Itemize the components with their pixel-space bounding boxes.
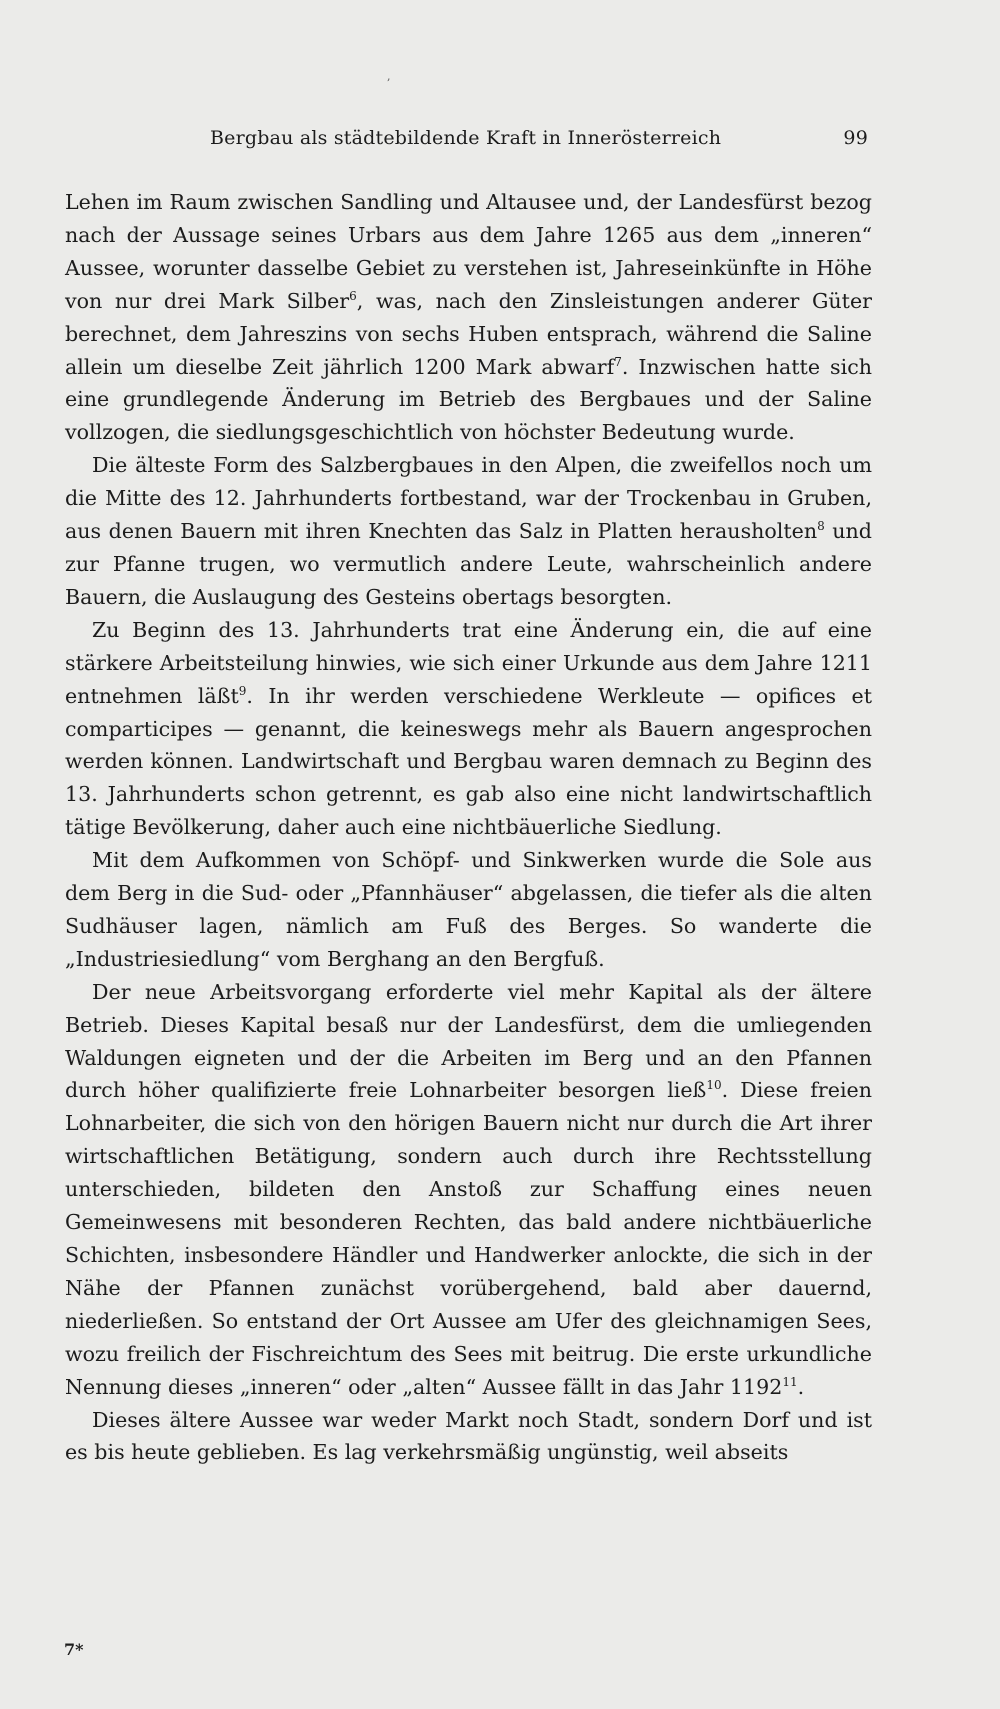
paragraph [65, 844, 872, 976]
text-run: Dieses ältere Aussee war weder Markt noch Stadt, sondern Dorf und ist es bis heute geblieben. Es lag verkehrsmäßig ungünstig, weil abseits [65, 1407, 872, 1465]
body-text [65, 186, 872, 1469]
footnote-reference: 11 [782, 1374, 798, 1389]
text-run: . In ihr werden verschiedene Werkleute — opifices et comparticipes — genannt, die keineswegs mehr als Bauern angesprochen werden können. Landwirtschaft und Bergbau waren demnach zu Beginn des 13. Jahrhunderts schon getrennt, es gab also eine nicht landwirtschaftlich tätige Bevölkerung, daher auch eine nichtbäuerliche Siedlung. [65, 683, 872, 840]
paragraph [65, 186, 872, 449]
text-run: Die älteste Form des Salzbergbaues in den Alpen, die zweifellos noch um die Mitte des 12. Jahrhunderts fortbestand, war der Trockenbau in Gruben, aus denen Bauern mit ihren Knechten das Salz in Platten herausholten [65, 453, 872, 544]
footnote-reference: 8 [817, 519, 825, 534]
signature-mark: 7* [64, 1640, 84, 1659]
text-run: Zu Beginn des 13. Jahrhunderts trat eine Änderung ein, die auf eine stärkere Arbeitsteilung hinwies, wie sich einer Urkunde aus dem Jahre 1211 entnehmen läßt [65, 617, 872, 708]
text-run: und zur Pfanne trugen, wo vermutlich andere Leute, wahrscheinlich andere Bauern, die Auslaugung des Gesteins obertags besorgten. [65, 519, 872, 609]
text-run: . [797, 1374, 805, 1399]
text-run: . Inzwischen hatte sich eine grundlegende Änderung im Betrieb des Bergbaues und der Saline vollzogen, die siedlungsgeschichtlich von höchster Bedeutung wurde. [65, 354, 872, 445]
text-run: Der neue Arbeitsvorgang erforderte viel mehr Kapital als der ältere Betrieb. Dieses Kapital besaß nur der Landesfürst, dem die umliegenden Waldungen eigneten und der die Arbeiten im Berg und an den Pfannen durch höher qualifizierte freie Lohnarbeiter besorgen ließ [65, 979, 872, 1103]
text-run: Mit dem Aufkommen von Schöpf- und Sinkwerken wurde die Sole aus dem Berg in die Sud- oder „Pfannhäuser“ abgelassen, die tiefer als die alten Sudhäuser lagen, nämlich am Fuß des Berges. So wanderte die „Industriesiedlung“ vom Berghang an den Bergfuß. [65, 848, 872, 971]
text-run: , was, nach den Zinsleistungen anderer Güter berechnet, dem Jahreszins von sechs Huben entsprach, während die Saline allein um dieselbe Zeit jährlich 1200 Mark abwarf [65, 288, 872, 379]
paragraph [65, 449, 872, 614]
page-number: 99 [843, 127, 868, 149]
running-title: Bergbau als städtebildende Kraft in Innerösterreich [210, 127, 722, 149]
footnote-reference: 6 [349, 288, 357, 303]
footnote-reference: 7 [614, 354, 622, 369]
stray-mark: , [387, 70, 391, 83]
text-run: . Diese freien Lohnarbeiter, die sich von den hörigen Bauern nicht nur durch die Art ihrer wirtschaftlichen Betätigung, sondern auch durch ihre Rechtsstellung unterschieden, bildeten den Anstoß zur Schaffung eines neuen Gemeinwesens mit besonderen Rechten, das bald andere nichtbäuerliche Schichten, insbesondere Händler und Handwerker anlockte, die sich in der Nähe der Pfannen zunächst vorübergehend, bald aber dauernd, niederließen. So entstand der Ort Aussee am Ufer des gleichnamigen Sees, wozu freilich der Fischreichtum des Sees mit beitrug. Die erste urkundliche Nennung dieses „inneren“ oder „alten“ Aussee fällt in das Jahr 1192 [65, 1078, 872, 1399]
paragraph [65, 614, 872, 844]
text-run: Lehen im Raum zwischen Sandling und Altausee und, der Landesfürst bezog nach der Aussage seines Urbars aus dem Jahre 1265 aus dem „inneren“ Aussee, worunter dasselbe Gebiet zu verstehen ist, Jahreseinkünfte in Höhe von nur drei Mark Silber [65, 190, 872, 313]
paragraph [65, 1404, 872, 1470]
footnote-reference: 10 [706, 1078, 722, 1093]
footnote-reference: 9 [238, 683, 247, 698]
paragraph [65, 976, 872, 1404]
